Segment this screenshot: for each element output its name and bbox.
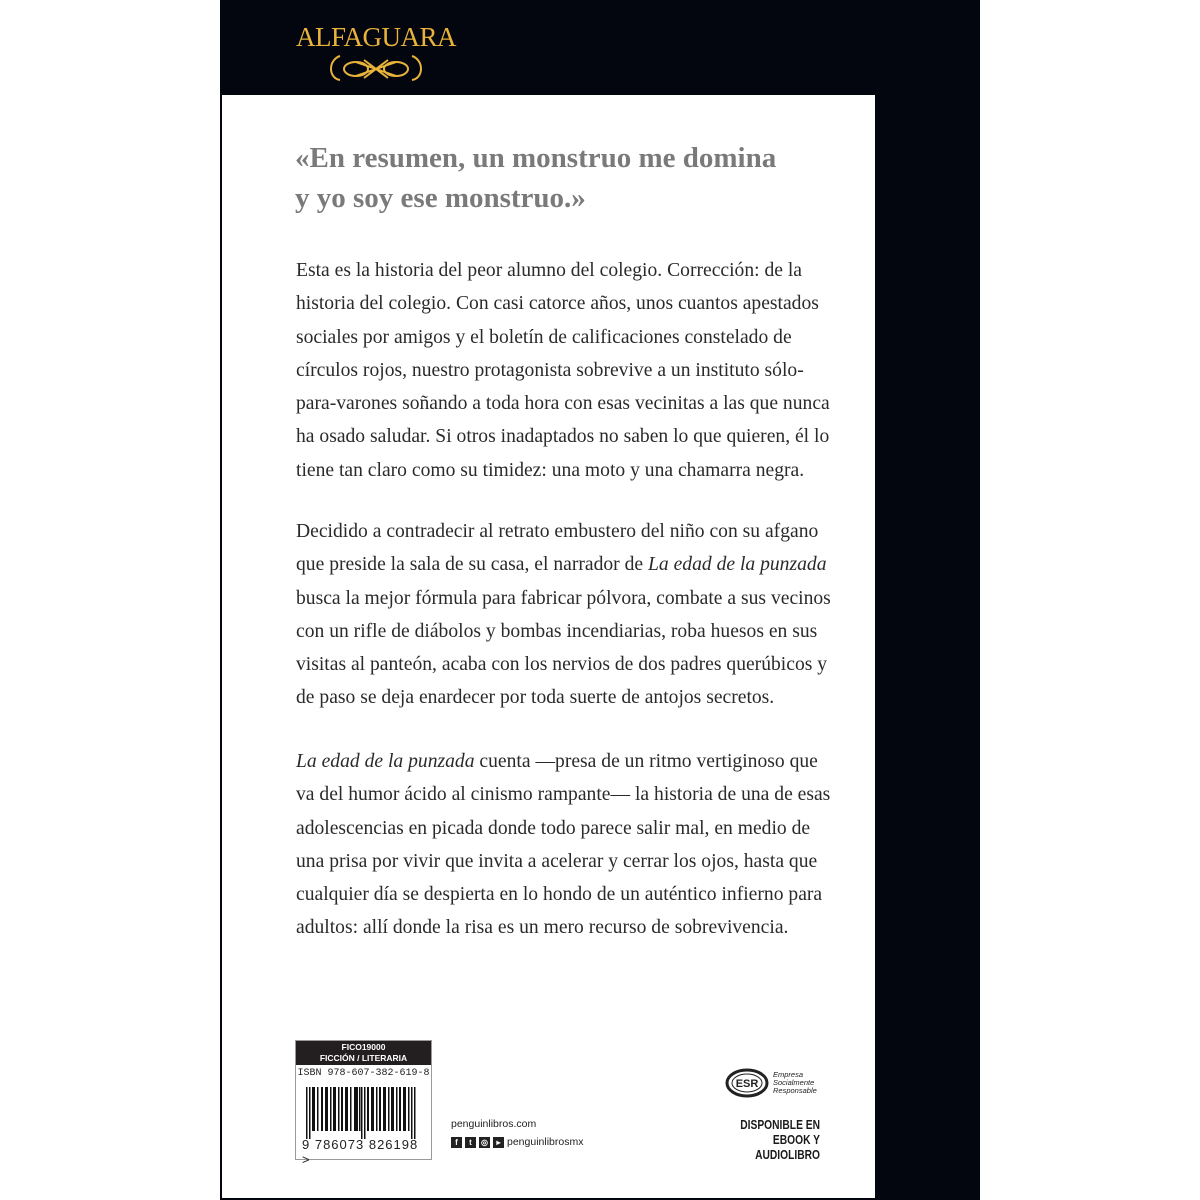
category-code: FICO19000: [341, 1042, 386, 1052]
synopsis-text: cuenta —presa de un ritmo vertiginoso que va del humor ácido al cinismo rampante— la historia de una de esas adolescencias en picada donde todo parece salir mal, en medio de una prisa por vivir que invita a acelerar y cerrar los ojos, hasta que cualquier día se despierta en lo hondo de un auténtico infierno para adultos: allí donde la risa es un mero recurso de sobrevivencia.: [296, 751, 831, 939]
facebook-icon[interactable]: f: [451, 1137, 462, 1148]
book-title: La edad de la punzada: [296, 751, 475, 772]
category-label: [296, 1041, 431, 1065]
availability-line-2: EBOOK Y AUDIOLIBRO: [755, 1133, 820, 1162]
instagram-icon[interactable]: ◎: [479, 1137, 490, 1148]
barcode-block: [295, 1040, 432, 1167]
synopsis-text: Decidido a contradecir al retrato embustero del niño con su afgano que preside la sala de su casa, el narrador de: [296, 521, 819, 576]
publisher-name: ALFAGUARA: [296, 22, 457, 52]
quote-line-2: y yo soy ese monstruo.»: [295, 182, 586, 214]
twitter-icon[interactable]: t: [465, 1137, 476, 1148]
isbn-text: ISBN 978-607-382-619-8: [297, 1068, 430, 1079]
esr-badge: [725, 1068, 817, 1098]
website-link[interactable]: penguinlibros.com: [451, 1118, 537, 1130]
synopsis-paragraph-2: [296, 515, 836, 715]
synopsis-paragraph-3: [296, 745, 836, 945]
availability-note: [722, 1118, 820, 1163]
youtube-icon[interactable]: ▸: [493, 1137, 504, 1148]
social-handle[interactable]: penguinlibrosmx: [507, 1136, 584, 1148]
availability-line-1: DISPONIBLE EN: [740, 1118, 820, 1132]
esr-label: [773, 1071, 817, 1095]
esr-line-2: Socialmente: [773, 1078, 815, 1087]
synopsis-paragraph-1: Esta es la historia del peor alumno del colegio. Corrección: de la historia del colegio. Con casi catorce años, unos cuantos apestados sociales por amigos y el boletín de calificaciones constelado de círculos rojos, nuestro protagonista sobrevive a un instituto sólo-para-varones soñando a toda hora con esas vecinitas a las que nunca ha osado saludar. Si otros inadaptados no saben lo que quieren, él lo tiene tan claro como su timidez: una moto y una chamarra negra.: [296, 260, 830, 481]
esr-logo-icon: [725, 1068, 769, 1098]
category-name: FICCIÓN / LITERARIA: [319, 1053, 408, 1063]
esr-line-3: Responsable: [773, 1086, 817, 1095]
svg-text:ESR: ESR: [735, 1078, 759, 1090]
barcode-digits: 9 786073 826198 >: [302, 1137, 419, 1167]
publisher-logo: [296, 22, 456, 82]
ornament-icon: [326, 52, 426, 84]
quote-line-1: «En resumen, un monstruo me domina: [295, 142, 777, 174]
social-links: [451, 1136, 583, 1148]
book-title: La edad de la punzada: [647, 554, 827, 576]
synopsis-text: busca la mejor fórmula para fabricar pólvora, combate a sus vecinos con un rifle de diábolos y bombas incendiarias, roba huesos en sus visitas al panteón, acaba con los nervios de dos padres querúbicos y de paso se deja enardecer por toda suerte de antojos secretos.: [296, 587, 831, 709]
barcode-icon: [306, 1087, 418, 1139]
pull-quote: [295, 138, 855, 218]
esr-line-1: Empresa: [773, 1070, 804, 1079]
